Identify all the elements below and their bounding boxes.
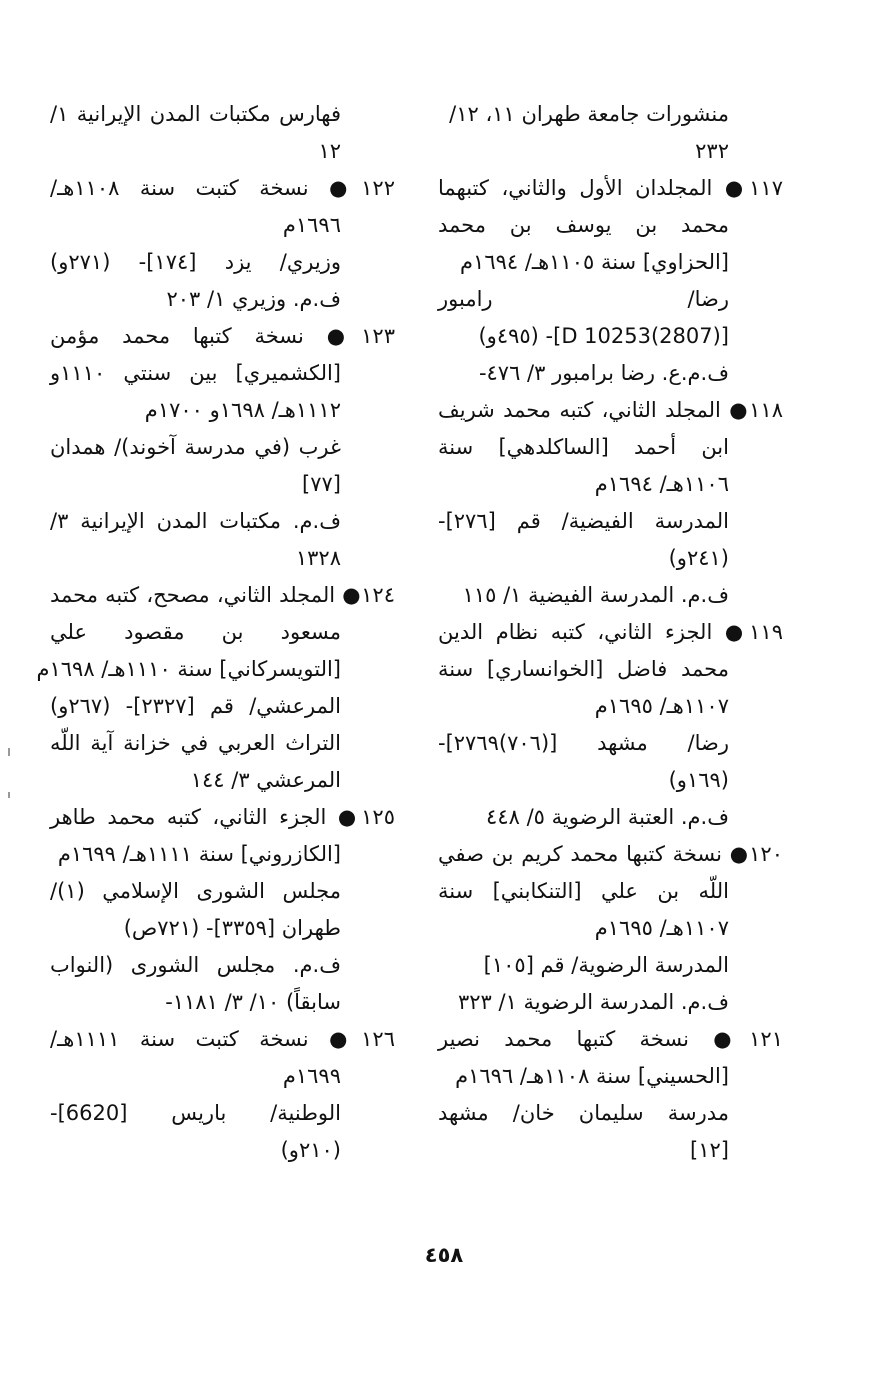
right-line-17: ١١٠٧هـ/ ١٦٩٥م [594,694,729,718]
left-line-24: ف.م. مجلس الشورى (النواب [50,953,341,977]
right-line-21: ١٢٠● نسخة كتبها محمد كريم بن صفي [438,842,783,866]
left-line-03: ١٢٢● نسخة كتبت سنة ١١٠٨هـ/ [50,176,395,200]
left-line-20: ١٢٥● الجزء الثاني، كتبه محمد طاهر [50,805,395,829]
left-line-17: المرعشي/ قم [٢٣٢٧]- (٢٦٧و) [50,694,341,718]
right-line-20: ف.م. العتبة الرضوية ٥/ ٤٤٨ [486,805,729,829]
left-line-16: [التويسركاني] سنة ١١١٠هـ/ ١٦٩٨م [36,657,341,681]
left-line-18: التراث العربي في خزانة آية اللّه [50,731,341,755]
right-line-23: ١١٠٧هـ/ ١٦٩٥م [594,916,729,940]
right-line-22: اللّه بن علي [التنكابني] سنة [438,879,729,903]
right-line-07: [D 10253(2807)]- (٤٩٥و) [478,324,729,348]
left-line-08: [الكشميري] بين سنتي ١١١٠و [50,361,341,385]
left-line-11: [٧٧] [302,472,341,496]
right-line-04: محمد بن يوسف بن محمد [438,213,729,237]
scan-mark [8,792,10,798]
left-line-10: غرب (في مدرسة آخوند)/ همدان [50,435,341,459]
left-line-21: [الكازروني] سنة ١١١١هـ/ ١٦٩٩م [57,842,341,866]
right-line-09: ١١٨● المجلد الثاني، كتبه محمد شريف [438,398,783,422]
left-line-02: ١٢ [318,139,341,163]
left-line-15: مسعود بن مقصود علي [50,620,341,644]
right-line-12: المدرسة الفيضية/ قم [٢٧٦]- [438,509,729,533]
left-line-13: ١٣٢٨ [295,546,341,570]
right-line-29: [١٢] [690,1138,729,1162]
left-line-22: مجلس الشورى الإسلامي (١)/ [50,879,341,903]
scan-mark [8,748,10,756]
right-line-11: ١١٠٦هـ/ ١٦٩٤م [594,472,729,496]
right-line-18: رضا/ مشهد [(٧٠٦)٢٧٦٩]- [438,731,729,755]
right-line-27: [الحسيني] سنة ١١٠٨هـ/ ١٦٩٦م [455,1064,729,1088]
left-line-28: الوطنية/ باريس [6620]- [50,1101,341,1125]
right-column [438,96,783,1169]
right-line-03: ١١٧● المجلدان الأول والثاني، كتبهما [438,176,783,200]
right-line-05: [الحزاوي] سنة ١١٠٥هـ/ ١٦٩٤م [460,250,729,274]
right-line-26: ١٢١● نسخة كتبها محمد نصير [438,1027,783,1051]
left-line-23: طهران [٣٣٥٩]- (٧٢١ص) [123,916,341,940]
left-line-05: وزيري/ يزد [١٧٤]- (٢٧١و) [50,250,341,274]
right-line-06: رضا/ رامبور [438,287,729,311]
right-line-14: ف.م. المدرسة الفيضية ١/ ١١٥ [462,583,729,607]
left-line-09: ١١١٢هـ/ ١٦٩٨و ١٧٠٠م [144,398,341,422]
left-line-14: ١٢٤● المجلد الثاني، مصحح، كتبه محمد [50,583,395,607]
left-line-06: ف.م. وزيري ١/ ٢٠٣ [166,287,341,311]
right-line-13: (٢٤١و) [668,546,729,570]
left-line-27: ١٦٩٩م [282,1064,341,1088]
right-line-24: المدرسة الرضوية/ قم [١٠٥] [483,953,729,977]
right-line-16: محمد فاضل [الخوانساري] سنة [438,657,729,681]
right-line-19: (١٦٩و) [668,768,729,792]
right-line-01: منشورات جامعة طهران ١١، ١٢/ [449,102,729,126]
left-line-25: سابقاً) ١٠/ ٣/ ١١٨١- [165,990,341,1014]
left-line-29: (٢١٠و) [280,1138,341,1162]
left-line-19: المرعشي ٣/ ١٤٤ [190,768,341,792]
left-line-12: ف.م. مكتبات المدن الإيرانية ٣/ [50,509,341,533]
left-line-04: ١٦٩٦م [282,213,341,237]
right-line-08: ف.م.ع. رضا برامبور ٣/ ٤٧٦- [478,361,729,385]
left-column [36,96,395,1169]
left-line-01: فهارس مكتبات المدن الإيرانية ١/ [50,102,341,126]
right-line-15: ١١٩● الجزء الثاني، كتبه نظام الدين [438,620,783,644]
right-line-25: ف.م. المدرسة الرضوية ١/ ٣٢٣ [457,990,729,1014]
right-line-10: ابن أحمد [الساكلدهي] سنة [438,435,729,459]
left-line-26: ١٢٦● نسخة كتبت سنة ١١١١هـ/ [50,1027,395,1051]
right-line-02: ٢٣٢ [695,139,729,163]
left-line-07: ١٢٣● نسخة كتبها محمد مؤمن [50,324,395,348]
right-line-28: مدرسة سليمان خان/ مشهد [438,1101,729,1125]
page-number: ٤٥٨ [424,1243,464,1267]
